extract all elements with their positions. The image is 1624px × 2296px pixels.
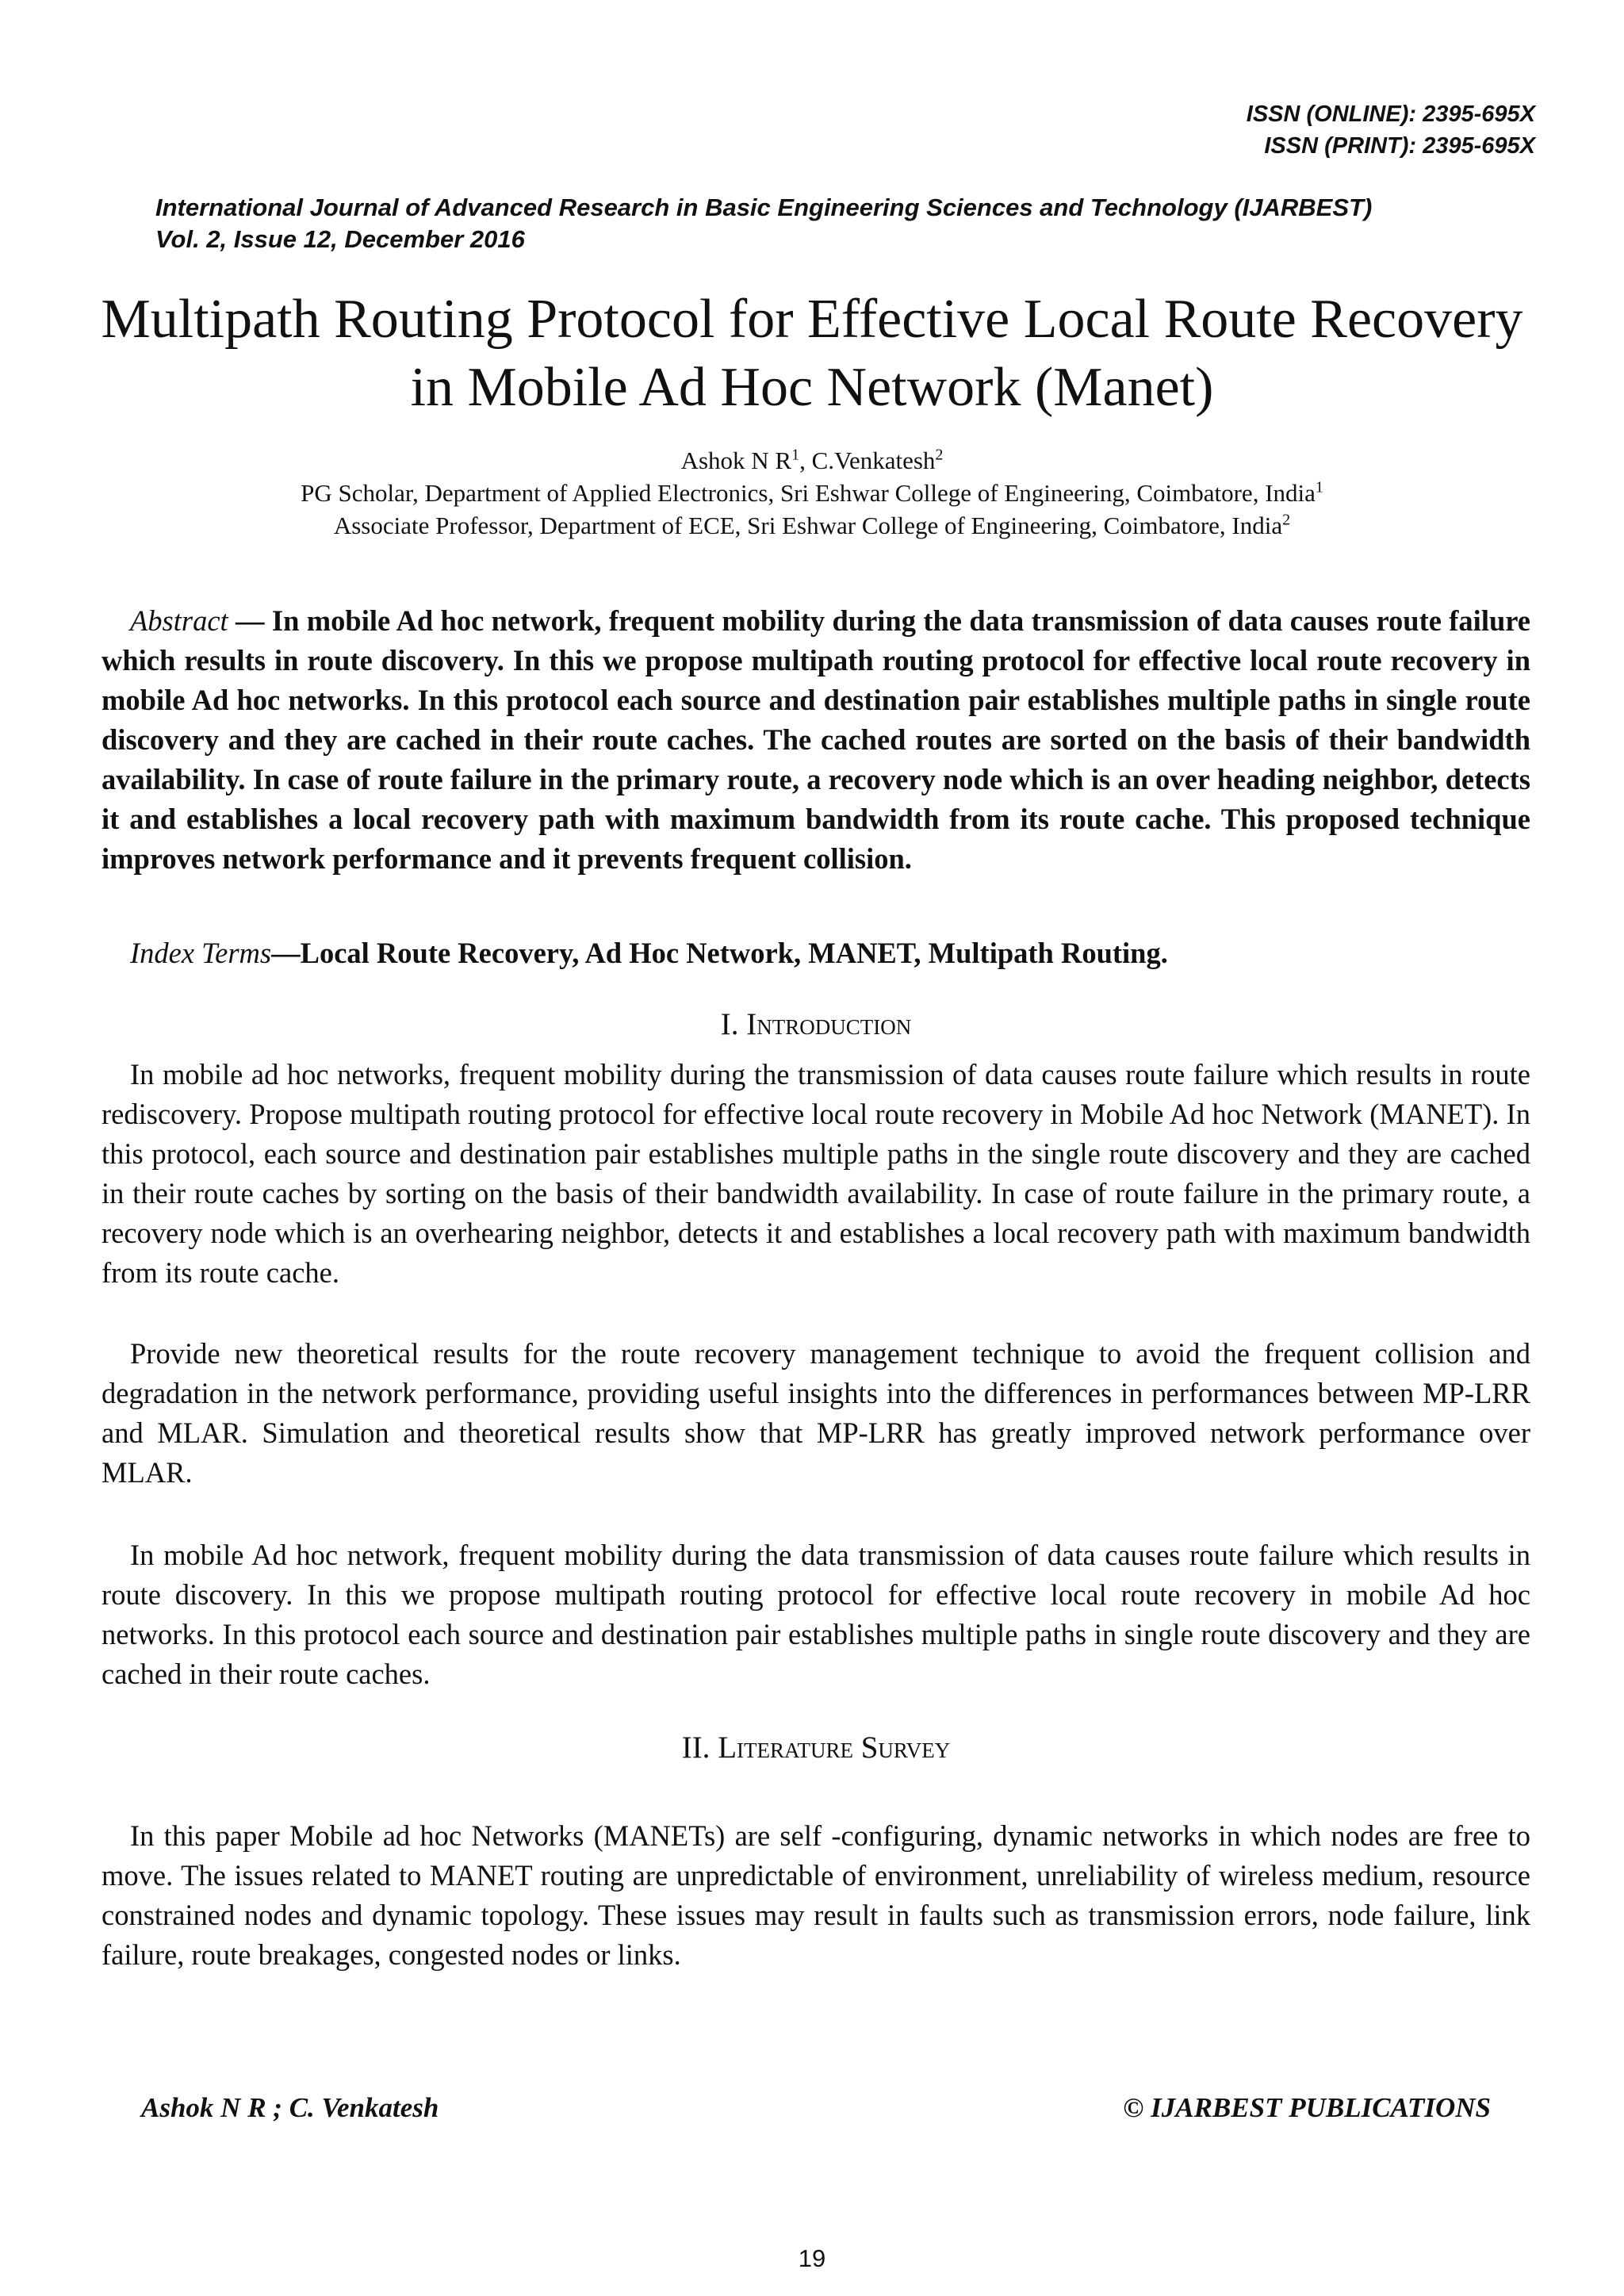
journal-name: International Journal of Advanced Research in Basic Engineering Sciences and Technology (IJARBEST) — [155, 194, 1373, 221]
footer-publisher: © IJARBEST PUBLICATIONS — [1123, 2092, 1491, 2123]
affiliation-1-sup: 1 — [1315, 478, 1323, 496]
abstract-label: Abstract — [130, 604, 228, 637]
intro-paragraph-3: In mobile Ad hoc network, frequent mobility during the data transmission of data causes route failure which results in route discovery. In this we propose multipath routing protocol for effective local route recovery in mobile Ad hoc networks. In this protocol each source and destination pair establishes multiple paths in single route discovery and they are cached in their route caches. — [102, 1539, 1530, 1690]
section-number: I. — [720, 1007, 739, 1041]
section-heading-literature-survey — [102, 1729, 1530, 1767]
journal-volume: Vol. 2, Issue 12, December 2016 — [155, 225, 525, 253]
literature-paragraph-1: In this paper Mobile ad hoc Networks (MANETs) are self -configuring, dynamic networks in which nodes are free to move. The issues related to MANET routing are unpredictable of environment, unreliability of wireless medium, resource constrained nodes and dynamic topology. These issues may result in faults such as transmission errors, node failure, link failure, route breakages, congested nodes or links. — [102, 1819, 1530, 1971]
abstract-dash: — — [228, 604, 272, 637]
journal-info — [155, 192, 1372, 255]
affiliation-2-text: Associate Professor, Department of ECE, Sri Eshwar College of Engineering, Coimbatore, India — [333, 512, 1283, 539]
author-1-sup: 1 — [791, 446, 800, 464]
index-terms — [102, 934, 1530, 972]
section-title: Introduction — [746, 1007, 912, 1041]
issn-block — [1247, 98, 1535, 162]
abstract-text: In mobile Ad hoc network, frequent mobility during the data transmission of data causes route failure which results in route discovery. In this we propose multipath routing protocol for effective local route recovery in mobile Ad hoc networks. In this protocol each source and destination pair establishes multiple paths in single route discovery and they are cached in their route caches. The cached routes are sorted on the basis of their bandwidth availability. In case of route failure in the primary route, a recovery node which is an over heading neighbor, detects it and establishes a local recovery path with maximum bandwidth from its route cache. This proposed technique improves network performance and it prevents frequent collision. — [102, 604, 1531, 875]
section-number: II. — [681, 1731, 710, 1765]
page-number: 19 — [798, 2244, 826, 2272]
issn-print: ISSN (PRINT): 2395-695X — [1264, 133, 1535, 159]
issn-online: ISSN (ONLINE): 2395-695X — [1246, 102, 1535, 127]
author-separator: , — [799, 447, 812, 474]
affiliation-1 — [79, 477, 1545, 509]
index-terms-label: Index Terms — [130, 937, 272, 969]
footer-authors: Ashok N R ; C. Venkatesh — [141, 2092, 439, 2123]
affiliation-2-sup: 2 — [1282, 511, 1291, 529]
paper-title — [79, 286, 1545, 422]
paper-title-line-1: Multipath Routing Protocol for Effective Local Route Recovery — [101, 289, 1523, 350]
author-2: C.Venkatesh — [811, 447, 936, 474]
section-title: Literature Survey — [718, 1731, 951, 1765]
section-heading-introduction — [102, 1006, 1530, 1044]
abstract — [102, 601, 1530, 879]
affiliation-1-text: PG Scholar, Department of Applied Electronics, Sri Eshwar College of Engineering, Coimbatore, India — [301, 479, 1316, 507]
affiliation-2 — [79, 509, 1545, 542]
intro-paragraph-1: In mobile ad hoc networks, frequent mobility during the transmission of data causes route failure which results in route rediscovery. Propose multipath routing protocol for effective local route recovery in Mobile Ad hoc Network (MANET). In this protocol, each source and destination pair establishes multiple paths in the single route discovery and they are cached in their route caches by sorting on the basis of their bandwidth availability. In case of route failure in the primary route, a recovery node which is an overhearing neighbor, detects it and establishes a local recovery path with maximum bandwidth from its route cache. — [102, 1058, 1530, 1289]
author-2-sup: 2 — [935, 446, 944, 464]
author-1: Ashok N R — [680, 447, 792, 474]
paper-title-line-2: in Mobile Ad Hoc Network (Manet) — [410, 357, 1214, 418]
intro-paragraph-2: Provide new theoretical results for the route recovery management technique to avoid the frequent collision and degradation in the network performance, providing useful insights into the differences in performances between MP-LRR and MLAR. Simulation and theoretical results show that MP-LRR has greatly improved network performance over MLAR. — [102, 1337, 1530, 1489]
author-block — [79, 444, 1545, 542]
author-names — [79, 444, 1545, 477]
index-terms-text: —Local Route Recovery, Ad Hoc Network, MANET, Multipath Routing. — [271, 937, 1168, 969]
